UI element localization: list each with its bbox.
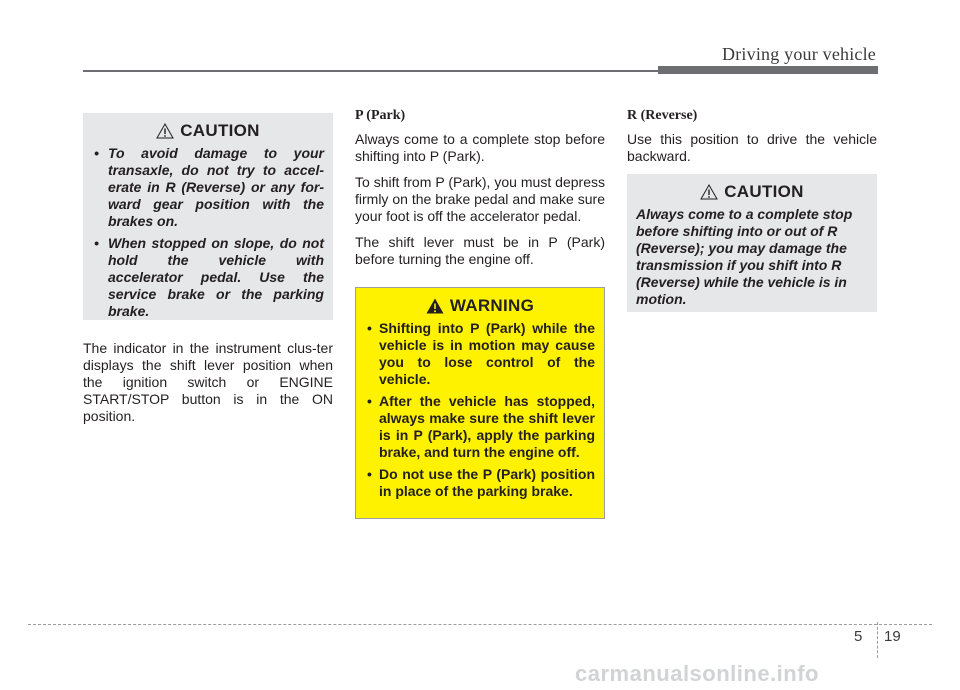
warning-header (365, 296, 595, 316)
caution-box-right (627, 174, 877, 312)
warning-item (365, 320, 595, 388)
park-paragraph-3: The shift lever must be in P (Park) before turning the engine off. (355, 234, 605, 267)
caution-title: CAUTION (724, 182, 804, 201)
warning-title: WARNING (449, 296, 535, 315)
caution-item (92, 235, 324, 320)
warning-item-text: Shifting into P (Park) while the vehicle is in motion may cause you to lose control of the vehicle. (379, 320, 595, 387)
section-title: Driving your vehicle (722, 44, 876, 64)
warning-list (365, 320, 595, 500)
caution-box-left (83, 113, 333, 320)
column-right (627, 108, 877, 307)
watermark: carmanualsonline.info (575, 661, 819, 686)
caution-list (92, 145, 324, 320)
bullet: • (367, 320, 372, 336)
caution-item (92, 145, 324, 230)
park-paragraph-1: Always come to a complete stop before shifting into P (Park). (355, 131, 605, 164)
bullet: • (367, 393, 372, 409)
warning-item (365, 466, 595, 500)
caution-text: Always come to a complete stop before shifting into or out of R (Reverse); you may damage the transmission if you shift into R (Reverse) while the vehicle is in motion. (636, 206, 853, 307)
chapter-number: 5 (854, 628, 863, 645)
caution-triangle-icon (700, 184, 718, 200)
caution-triangle-icon (156, 123, 174, 139)
header-rule-thick (658, 66, 878, 74)
reverse-heading: R (Reverse) (627, 108, 698, 123)
reverse-paragraph: Use this position to drive the vehicle backward. (627, 131, 877, 164)
caution-item-text: To avoid damage to your transaxle, do not try to accel-erate in R (Reverse) or any for-ward gear position with the brakes on. (108, 145, 324, 229)
column-middle (355, 108, 605, 499)
bullet: • (94, 145, 99, 161)
footer-vertical-divider (877, 622, 878, 658)
bullet: • (94, 235, 99, 251)
warning-item-text: Do not use the P (Park) position in place of the parking brake. (379, 466, 595, 499)
warning-item (365, 393, 595, 461)
warning-item-text: After the vehicle has stopped, always make sure the shift lever is in P (Park), apply the parking brake, and turn the engine off. (379, 393, 595, 460)
header-rule-thin (83, 70, 658, 72)
bullet: • (367, 466, 372, 482)
caution-item-text: When stopped on slope, do not hold the vehicle with accelerator pedal. Use the service brake or the parking brake. (108, 235, 324, 319)
warning-triangle-icon (426, 298, 444, 314)
footer-dashed-rule (28, 624, 932, 625)
caution-title: CAUTION (180, 121, 260, 140)
warning-box (355, 287, 605, 519)
park-heading: P (Park) (355, 108, 406, 123)
indicator-paragraph: The indicator in the instrument clus-ter displays the shift lever position when the ignition switch or ENGINE START/STOP button is in the ON position. (83, 340, 333, 424)
caution-header (92, 121, 324, 141)
page-number: 19 (884, 628, 901, 645)
caution-header (636, 182, 868, 202)
park-paragraph-2: To shift from P (Park), you must depress firmly on the brake pedal and make sure your foot is off the accelerator pedal. (355, 174, 605, 224)
